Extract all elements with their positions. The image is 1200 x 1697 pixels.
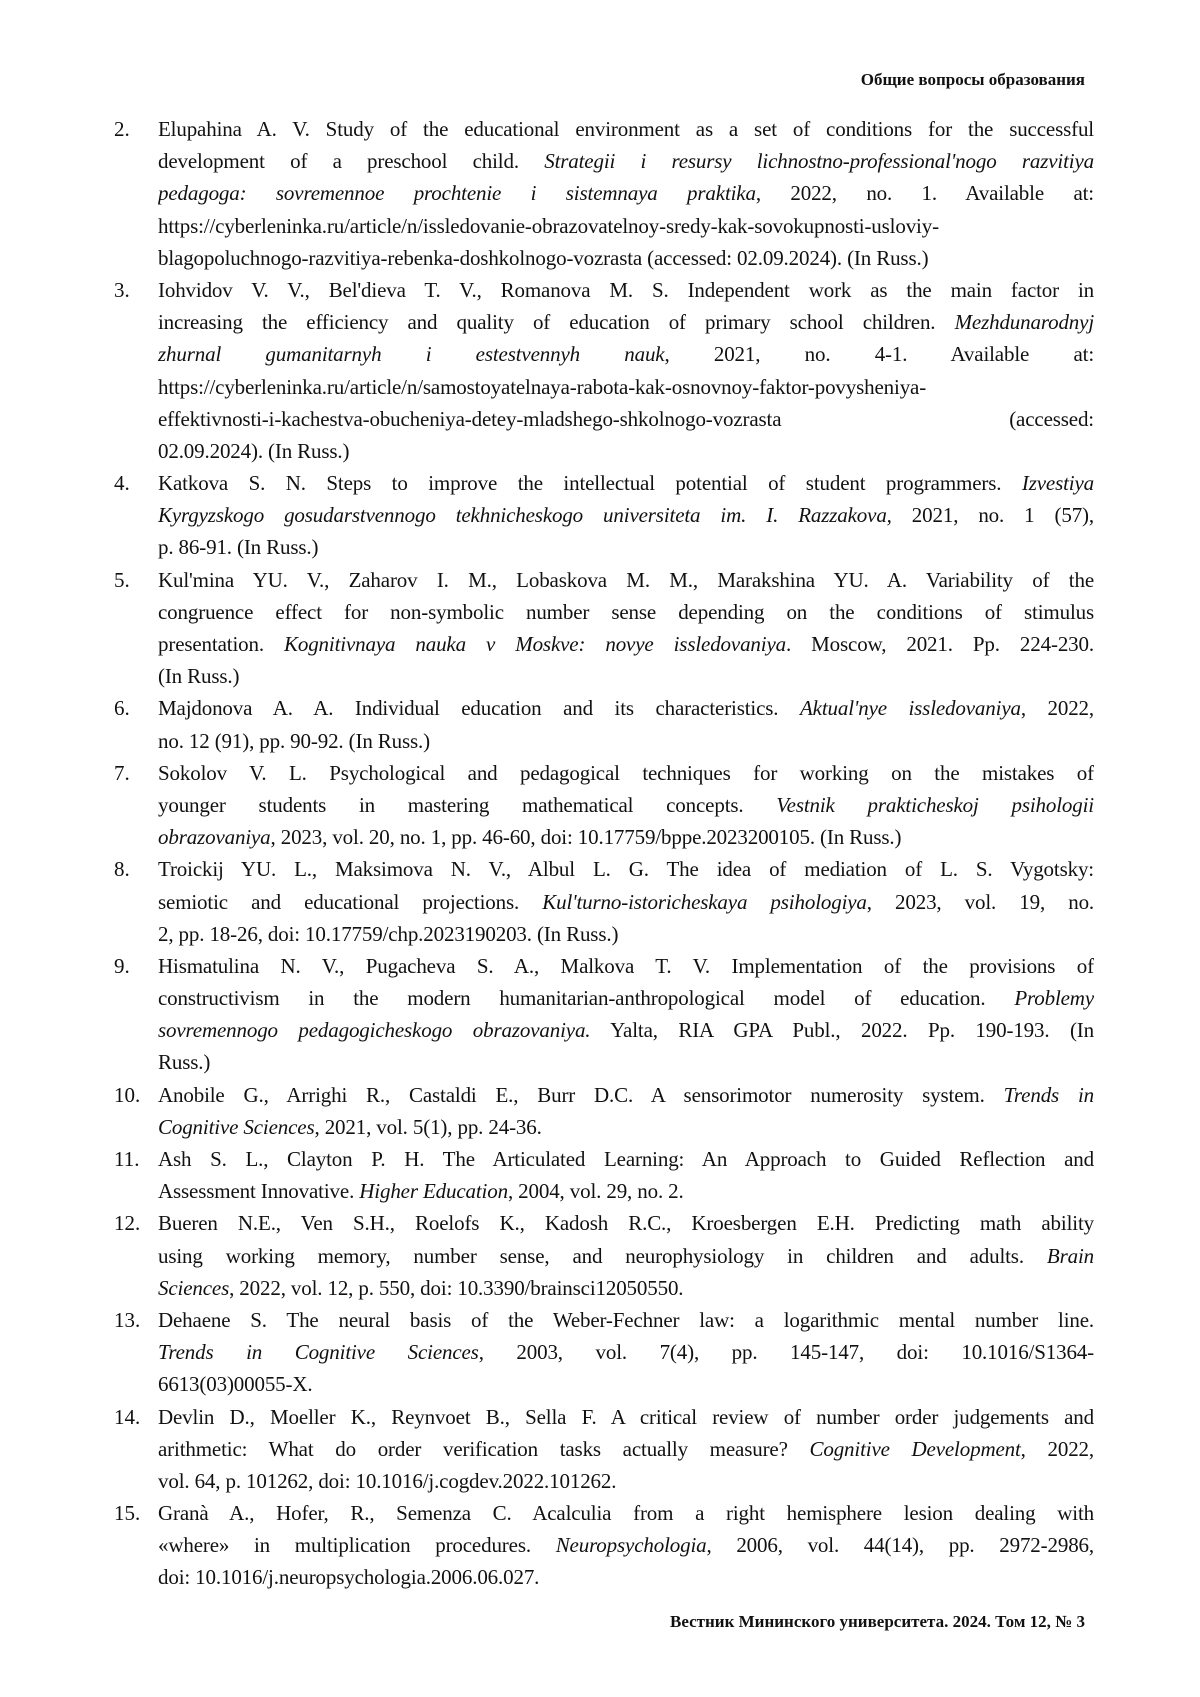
reference-text: Granà A., Hofer, R., Semenza C. Acalculia from a right hemisphere lesion dealing with bbox=[158, 1501, 1094, 1525]
journal-title-text: Izvestiya bbox=[1022, 471, 1094, 495]
reference-item bbox=[114, 1401, 1094, 1498]
journal-title-text: Kul'turno-istoricheskaya psihologiya bbox=[542, 890, 867, 914]
reference-text: , 2003, vol. 7(4), pp. 145-147, doi: 10.1016/S1364- bbox=[479, 1340, 1094, 1364]
reference-line bbox=[158, 1207, 1094, 1239]
reference-line bbox=[158, 886, 1094, 918]
reference-number: 13. bbox=[114, 1304, 140, 1336]
reference-line bbox=[158, 596, 1094, 628]
reference-line bbox=[158, 1529, 1094, 1561]
reference-text: constructivism in the modern humanitarian-anthropological model of education. bbox=[158, 986, 1014, 1010]
reference-line bbox=[158, 210, 1094, 242]
reference-text: , 2006, vol. 44(14), pp. 2972-2986, bbox=[707, 1533, 1095, 1557]
reference-number: 10. bbox=[114, 1079, 140, 1111]
reference-text: semiotic and educational projections. bbox=[158, 890, 542, 914]
reference-text: younger students in mastering mathematical concepts. bbox=[158, 793, 776, 817]
reference-text: 2, pp. 18-26, doi: 10.17759/chp.2023190203. (In Russ.) bbox=[158, 922, 618, 946]
reference-text: p. 86-91. (In Russ.) bbox=[158, 535, 318, 559]
running-header: Общие вопросы образования bbox=[861, 70, 1085, 90]
reference-number: 7. bbox=[114, 757, 130, 789]
reference-line bbox=[158, 242, 1094, 274]
reference-text: Bueren N.E., Ven S.H., Roelofs K., Kadosh R.C., Kroesbergen E.H. Predicting math ability bbox=[158, 1211, 1094, 1235]
reference-line bbox=[158, 1175, 1094, 1207]
reference-line bbox=[158, 177, 1094, 209]
reference-text: no. 12 (91), pp. 90-92. (In Russ.) bbox=[158, 729, 430, 753]
reference-item bbox=[114, 853, 1094, 950]
reference-text: 2021, no. 1 (57), bbox=[892, 503, 1094, 527]
reference-line bbox=[158, 274, 1094, 306]
reference-line bbox=[158, 757, 1094, 789]
reference-text: , 2021, no. 4-1. Available at: bbox=[664, 342, 1094, 366]
reference-number: 11. bbox=[114, 1143, 139, 1175]
reference-text: development of a preschool child. bbox=[158, 149, 544, 173]
reference-line bbox=[158, 725, 1094, 757]
reference-line bbox=[158, 660, 1094, 692]
reference-line bbox=[158, 435, 1094, 467]
journal-title-text: Strategii i resursy lichnostno-professional'nogo razvitiya bbox=[544, 149, 1094, 173]
running-footer: Вестник Мининского университета. 2024. Том 12, № 3 bbox=[670, 1612, 1085, 1632]
reference-item bbox=[114, 1207, 1094, 1304]
journal-title-text: zhurnal gumanitarnyh i estestvennyh nauk bbox=[158, 342, 664, 366]
reference-text: , 2022, no. 1. Available at: bbox=[756, 181, 1094, 205]
reference-line bbox=[158, 692, 1094, 724]
journal-title-text: Trends in Cognitive Sciences bbox=[158, 1340, 479, 1364]
reference-line bbox=[158, 1046, 1094, 1078]
reference-item bbox=[114, 113, 1094, 274]
reference-item bbox=[114, 467, 1094, 564]
journal-title-text: Mezhdunarodnyj bbox=[955, 310, 1094, 334]
reference-number: 9. bbox=[114, 950, 130, 982]
reference-text: , 2023, vol. 20, no. 1, pp. 46-60, doi: 10.17759/bppe.2023200105. (In Russ.) bbox=[271, 825, 902, 849]
reference-list bbox=[114, 113, 1094, 1594]
reference-text: congruence effect for non-symbolic number sense depending on the conditions of stimulus bbox=[158, 600, 1094, 624]
reference-text: Iohvidov V. V., Bel'dieva T. V., Romanova M. S. Independent work as the main factor in bbox=[158, 278, 1094, 302]
reference-item bbox=[114, 950, 1094, 1079]
reference-item bbox=[114, 1497, 1094, 1594]
reference-line bbox=[158, 1561, 1094, 1593]
journal-title-text: Aktual'nye issledovaniya bbox=[800, 696, 1021, 720]
journal-title-text: Cognitive Development bbox=[810, 1437, 1021, 1461]
reference-line bbox=[158, 918, 1094, 950]
reference-text: using working memory, number sense, and neurophysiology in children and adults. bbox=[158, 1244, 1047, 1268]
reference-text: . Moscow, 2021. Pp. 224-230. bbox=[786, 632, 1094, 656]
reference-text: Kul'mina YU. V., Zaharov I. M., Lobaskova M. M., Marakshina YU. A. Variability of the bbox=[158, 568, 1094, 592]
reference-line bbox=[158, 1304, 1094, 1336]
reference-line bbox=[158, 467, 1094, 499]
reference-line bbox=[158, 1240, 1094, 1272]
reference-text: Troickij YU. L., Maksimova N. V., Albul L. G. The idea of mediation of L. S. Vygotsky: bbox=[158, 857, 1094, 881]
journal-title-text: obrazovaniya bbox=[158, 825, 271, 849]
reference-text: vol. 64, p. 101262, doi: 10.1016/j.cogdev.2022.101262. bbox=[158, 1469, 616, 1493]
reference-item bbox=[114, 692, 1094, 756]
reference-number: 14. bbox=[114, 1401, 140, 1433]
reference-text: Dehaene S. The neural basis of the Weber-Fechner law: a logarithmic mental number line. bbox=[158, 1308, 1094, 1332]
journal-title-text: Higher Education bbox=[359, 1179, 508, 1203]
reference-text: presentation. bbox=[158, 632, 284, 656]
reference-number: 12. bbox=[114, 1207, 140, 1239]
reference-line bbox=[158, 145, 1094, 177]
reference-text: , 2004, vol. 29, no. 2. bbox=[508, 1179, 684, 1203]
journal-title-text: sovremennogo pedagogicheskogo obrazovaniya. bbox=[158, 1018, 590, 1042]
reference-line bbox=[158, 1014, 1094, 1046]
reference-line bbox=[158, 113, 1094, 145]
reference-line bbox=[158, 821, 1094, 853]
reference-line bbox=[158, 1111, 1094, 1143]
reference-line bbox=[158, 1143, 1094, 1175]
reference-item bbox=[114, 274, 1094, 467]
reference-number: 3. bbox=[114, 274, 130, 306]
reference-text: blagopoluchnogo-razvitiya-rebenka-doshkolnogo-vozrasta (accessed: 02.09.2024). (In Russ.) bbox=[158, 246, 928, 270]
reference-line bbox=[158, 1497, 1094, 1529]
reference-text: , 2021, vol. 5(1), pp. 24-36. bbox=[315, 1115, 542, 1139]
reference-line bbox=[158, 499, 1094, 531]
reference-number: 2. bbox=[114, 113, 130, 145]
reference-text: Russ.) bbox=[158, 1050, 210, 1074]
reference-number: 15. bbox=[114, 1497, 140, 1529]
reference-text: , 2022, bbox=[1021, 696, 1094, 720]
reference-text: «where» in multiplication procedures. bbox=[158, 1533, 556, 1557]
reference-text: Assessment Innovative. bbox=[158, 1179, 359, 1203]
reference-text: Devlin D., Moeller K., Reynvoet B., Sella F. A critical review of number order judgements and bbox=[158, 1405, 1094, 1429]
reference-item bbox=[114, 757, 1094, 854]
journal-title-text: Brain bbox=[1047, 1244, 1094, 1268]
reference-line bbox=[158, 628, 1094, 660]
reference-line bbox=[158, 950, 1094, 982]
reference-text: (In Russ.) bbox=[158, 664, 239, 688]
journal-title-text: Kyrgyzskogo gosudarstvennogo tekhnicheskogo universiteta im. I. Razzakova, bbox=[158, 503, 892, 527]
journal-title-text: pedagoga: sovremennoe prochtenie i sistemnaya praktika bbox=[158, 181, 756, 205]
reference-line bbox=[158, 853, 1094, 885]
reference-line bbox=[158, 982, 1094, 1014]
reference-line bbox=[158, 1368, 1094, 1400]
reference-item bbox=[114, 1143, 1094, 1207]
reference-text: https://cyberleninka.ru/article/n/issledovanie-obrazovatelnoy-sredy-kak-sovokupnosti-usloviy- bbox=[158, 214, 939, 238]
journal-title-text: Sciences bbox=[158, 1276, 229, 1300]
journal-title-text: Cognitive Sciences bbox=[158, 1115, 315, 1139]
reference-line bbox=[158, 306, 1094, 338]
reference-item bbox=[114, 1304, 1094, 1401]
reference-text: increasing the efficiency and quality of education of primary school children. bbox=[158, 310, 955, 334]
reference-text: doi: 10.1016/j.neuropsychologia.2006.06.027. bbox=[158, 1565, 539, 1589]
journal-title-text: Trends in bbox=[1004, 1083, 1094, 1107]
reference-line bbox=[158, 1079, 1094, 1111]
reference-item bbox=[114, 564, 1094, 693]
reference-text: Hismatulina N. V., Pugacheva S. A., Malkova T. V. Implementation of the provisions of bbox=[158, 954, 1094, 978]
reference-text: Sokolov V. L. Psychological and pedagogical techniques for working on the mistakes of bbox=[158, 761, 1094, 785]
reference-line bbox=[158, 564, 1094, 596]
reference-text: https://cyberleninka.ru/article/n/samostoyatelnaya-rabota-kak-osnovnoy-faktor-povysheniya- bbox=[158, 375, 926, 399]
reference-text: , 2023, vol. 19, no. bbox=[867, 890, 1094, 914]
reference-line bbox=[158, 403, 1094, 435]
reference-number: 8. bbox=[114, 853, 130, 885]
reference-line bbox=[158, 1272, 1094, 1304]
reference-text: Elupahina A. V. Study of the educational environment as a set of conditions for the successful bbox=[158, 117, 1094, 141]
reference-text: 6613(03)00055-X. bbox=[158, 1372, 313, 1396]
reference-number: 5. bbox=[114, 564, 130, 596]
reference-text: Katkova S. N. Steps to improve the intellectual potential of student programmers. bbox=[158, 471, 1022, 495]
reference-line bbox=[158, 1401, 1094, 1433]
reference-text: arithmetic: What do order verification tasks actually measure? bbox=[158, 1437, 810, 1461]
reference-text: Ash S. L., Clayton P. H. The Articulated Learning: An Approach to Guided Reflection and bbox=[158, 1147, 1094, 1171]
reference-text: Majdonova A. A. Individual education and its characteristics. bbox=[158, 696, 800, 720]
reference-line bbox=[158, 371, 1094, 403]
reference-line bbox=[158, 531, 1094, 563]
journal-title-text: Problemy bbox=[1014, 986, 1094, 1010]
reference-item bbox=[114, 1079, 1094, 1143]
reference-line bbox=[158, 338, 1094, 370]
reference-line bbox=[158, 1336, 1094, 1368]
reference-text: Yalta, RIA GPA Publ., 2022. Pp. 190-193. (In bbox=[590, 1018, 1094, 1042]
journal-title-text: Neuropsychologia bbox=[556, 1533, 707, 1557]
reference-text: effektivnosti-i-kachestva-obucheniya-detey-mladshego-shkolnogo-vozrasta (accessed: bbox=[158, 407, 1094, 431]
reference-text: , 2022, vol. 12, p. 550, doi: 10.3390/brainsci12050550. bbox=[229, 1276, 683, 1300]
journal-title-text: Vestnik prakticheskoj psihologii bbox=[776, 793, 1094, 817]
reference-line bbox=[158, 1465, 1094, 1497]
reference-text: 02.09.2024). (In Russ.) bbox=[158, 439, 349, 463]
journal-title-text: Kognitivnaya nauka v Moskve: novye issledovaniya bbox=[284, 632, 786, 656]
reference-line bbox=[158, 1433, 1094, 1465]
reference-line bbox=[158, 789, 1094, 821]
reference-number: 6. bbox=[114, 692, 130, 724]
reference-number: 4. bbox=[114, 467, 130, 499]
reference-text: Anobile G., Arrighi R., Castaldi E., Burr D.C. A sensorimotor numerosity system. bbox=[158, 1083, 1004, 1107]
reference-text: , 2022, bbox=[1021, 1437, 1094, 1461]
